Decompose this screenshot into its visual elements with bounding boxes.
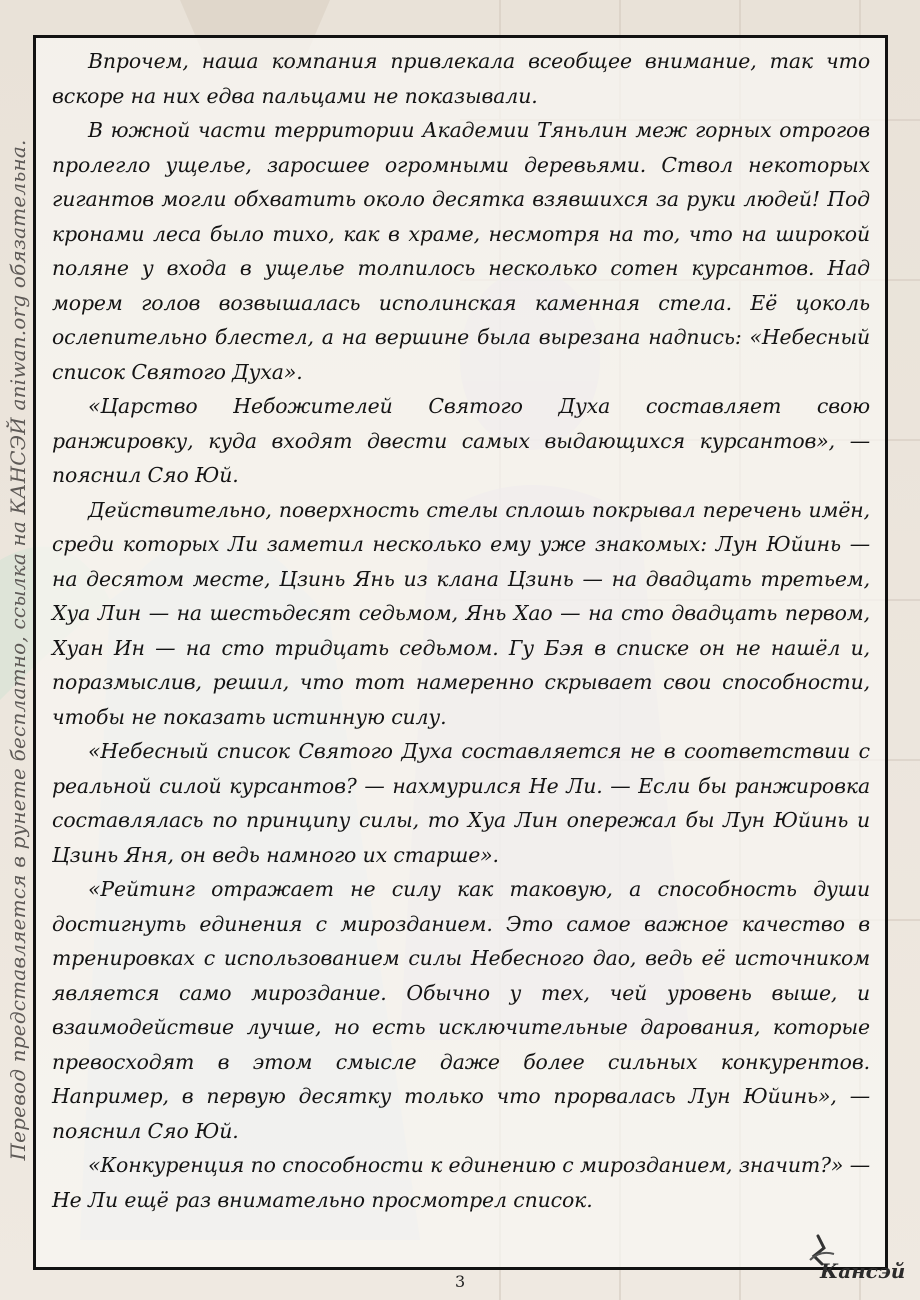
paragraph-5: «Небесный список Святого Духа составляется не в соответствии с реальной силой курсантов? — нахмурился Не Ли. — Если бы ранжировка составлялась по принципу силы, то Хуа Лин опережал бы Лун Юйинь и Цзинь Яня, он ведь намного их старше». <box>52 739 870 867</box>
paragraph-3: «Царство Небожителей Святого Духа составляет свою ранжировку, куда входят двести самых выдающихся курсантов», — пояснил Сяо Юй. <box>52 394 870 487</box>
kansei-logo <box>800 1230 912 1288</box>
translation-notice <box>4 60 32 1240</box>
paragraph-2: В южной части территории Академии Тяньлин меж горных отрогов пролегло ущелье, заросшее огромными деревьями. Ствол некоторых гигантов могли обхватить около десятка взявшихся за руки людей! Под кронами леса было тихо, как в храме, несмотря на то, что на широкой поляне у входа в ущелье толпилось несколько сотен курсантов. Над морем голов возвышалась исполинская каменная стела. Её цоколь ослепительно блестел, а на вершине была вырезана надпись: «Небесный список Святого Духа». <box>52 118 870 384</box>
paragraph-1: Впрочем, наша компания привлекала всеобщее внимание, так что вскоре на них едва пальцами не показывали. <box>52 49 870 108</box>
translation-notice-text: Перевод представляется в рунете бесплатно, ссылка на КАНСЭЙ aniwan.org обязательна. <box>6 139 30 1161</box>
page-number: 3 <box>455 1272 466 1291</box>
paragraph-7: «Конкуренция по способности к единению с мирозданием, значит?» — Не Ли ещё раз внимательно просмотрел список. <box>52 1153 870 1212</box>
text-block <box>52 44 870 1217</box>
svg-text:Кансэй: Кансэй <box>820 1259 906 1283</box>
paragraph-4: Действительно, поверхность стелы сплошь покрывал перечень имён, среди которых Ли заметил несколько ему уже знакомых: Лун Юйинь — на десятом месте, Цзинь Янь из клана Цзинь — на двадцать третьем, Хуа Лин — на шестьдесят седьмом, Янь Хао — на сто двадцать первом, Хуан Ин — на сто тридцать седьмом. Гу Бэя в списке он не нашёл и, поразмыслив, решил, что тот намеренно скрывает свои способности, чтобы не показать истинную силу. <box>52 497 870 729</box>
paragraph-6: «Рейтинг отражает не силу как таковую, а способность души достигнуть единения с мирозданием. Это самое важное качество в тренировках с использованием силы Небесного дао, ведь её источником является само мироздание. Обычно у тех, чей уровень выше, и взаимодействие лучше, но есть исключительные дарования, которые превосходят в этом смысле даже более сильных конкурентов. Например, в первую десятку только что прорвалась Лун Юйинь», — пояснил Сяо Юй. <box>52 877 870 1143</box>
